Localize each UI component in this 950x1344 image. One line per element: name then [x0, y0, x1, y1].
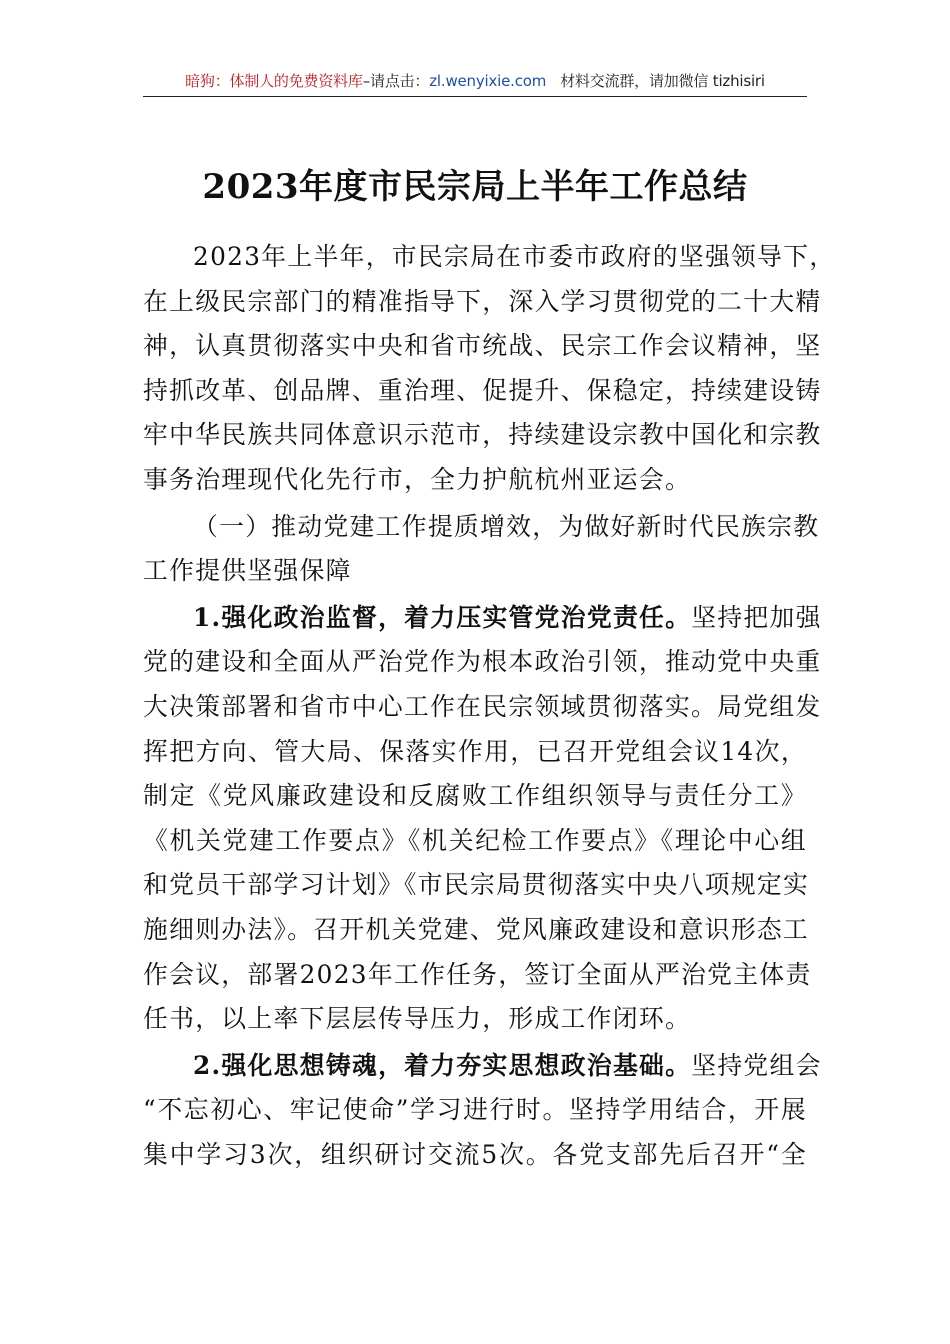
- paragraph-line: 挥把方向、管大局、保落实作用，已召开党组会议14次，: [143, 736, 807, 766]
- paragraph-line: 持抓改革、创品牌、重治理、促提升、保稳定，持续建设铸: [143, 375, 822, 405]
- item-text: 坚持把加强: [691, 602, 822, 632]
- paragraph-line: “不忘初心、牢记使命”学习进行时。坚持学用结合，开展: [143, 1095, 807, 1125]
- page-header: [143, 68, 807, 97]
- paragraph-line: 神，认真贯彻落实中央和省市统战、民宗工作会议精神，坚: [143, 331, 822, 361]
- paragraph-line: 事务治理现代化先行市，全力护航杭州亚运会。: [143, 464, 692, 494]
- contact-text: 材料交流群，请加微信 tizhisiri: [560, 72, 765, 90]
- paragraph-line: 制定《党风廉政建设和反腐败工作组织领导与责任分工》: [143, 781, 807, 811]
- paragraph-line: 和党员干部学习计划》《市民宗局贯彻落实中央八项规定实: [143, 870, 810, 900]
- item-text: 坚持党组会: [691, 1050, 822, 1080]
- paragraph-line: 大决策部署和省市中心工作在民宗领域贯彻落实。局党组发: [143, 691, 822, 721]
- paragraph-line: 2023年上半年，市民宗局在市委市政府的坚强领导下，: [193, 242, 836, 271]
- paragraph-line: 任书，以上率下层层传导压力，形成工作闭环。: [143, 1004, 692, 1034]
- paragraph-line: 施细则办法》。召开机关党建、党风廉政建设和意识形态工: [143, 914, 810, 944]
- paragraph-line: 党的建设和全面从严治党作为根本政治引领，推动党中央重: [143, 647, 822, 677]
- section-heading-line: （一）推动党建工作提质增效，为做好新时代民族宗教: [193, 511, 820, 541]
- item-heading-line: [143, 596, 822, 641]
- item-heading: 1.强化政治监督，着力压实管党治党责任。: [193, 602, 692, 632]
- section-heading-line: 工作提供坚强保障: [143, 556, 352, 586]
- site-url-link[interactable]: zl.wenyixie.com: [429, 72, 547, 90]
- click-prompt: –请点击：: [362, 72, 430, 90]
- document-body: [143, 235, 836, 1177]
- paragraph-line: 在上级民宗部门的精准指导下，深入学习贯彻党的二十大精: [143, 286, 822, 316]
- site-label: 暗狗：体制人的免费资料库: [185, 72, 363, 90]
- paragraph-line: 作会议，部署2023年工作任务，签订全面从严治党主体责: [143, 959, 812, 989]
- page-title: 2023年度市民宗局上半年工作总结: [202, 167, 748, 207]
- item-heading: 2.强化思想铸魂，着力夯实思想政治基础。: [193, 1050, 692, 1080]
- paragraph-line: 牢中华民族共同体意识示范市，持续建设宗教中国化和宗教: [143, 420, 822, 450]
- paragraph-line: 集中学习3次，组织研讨交流5次。各党支部先后召开“全: [143, 1139, 807, 1169]
- item-heading-line: [143, 1044, 822, 1089]
- paragraph-line: 《机关党建工作要点》《机关纪检工作要点》《理论中心组: [143, 825, 807, 855]
